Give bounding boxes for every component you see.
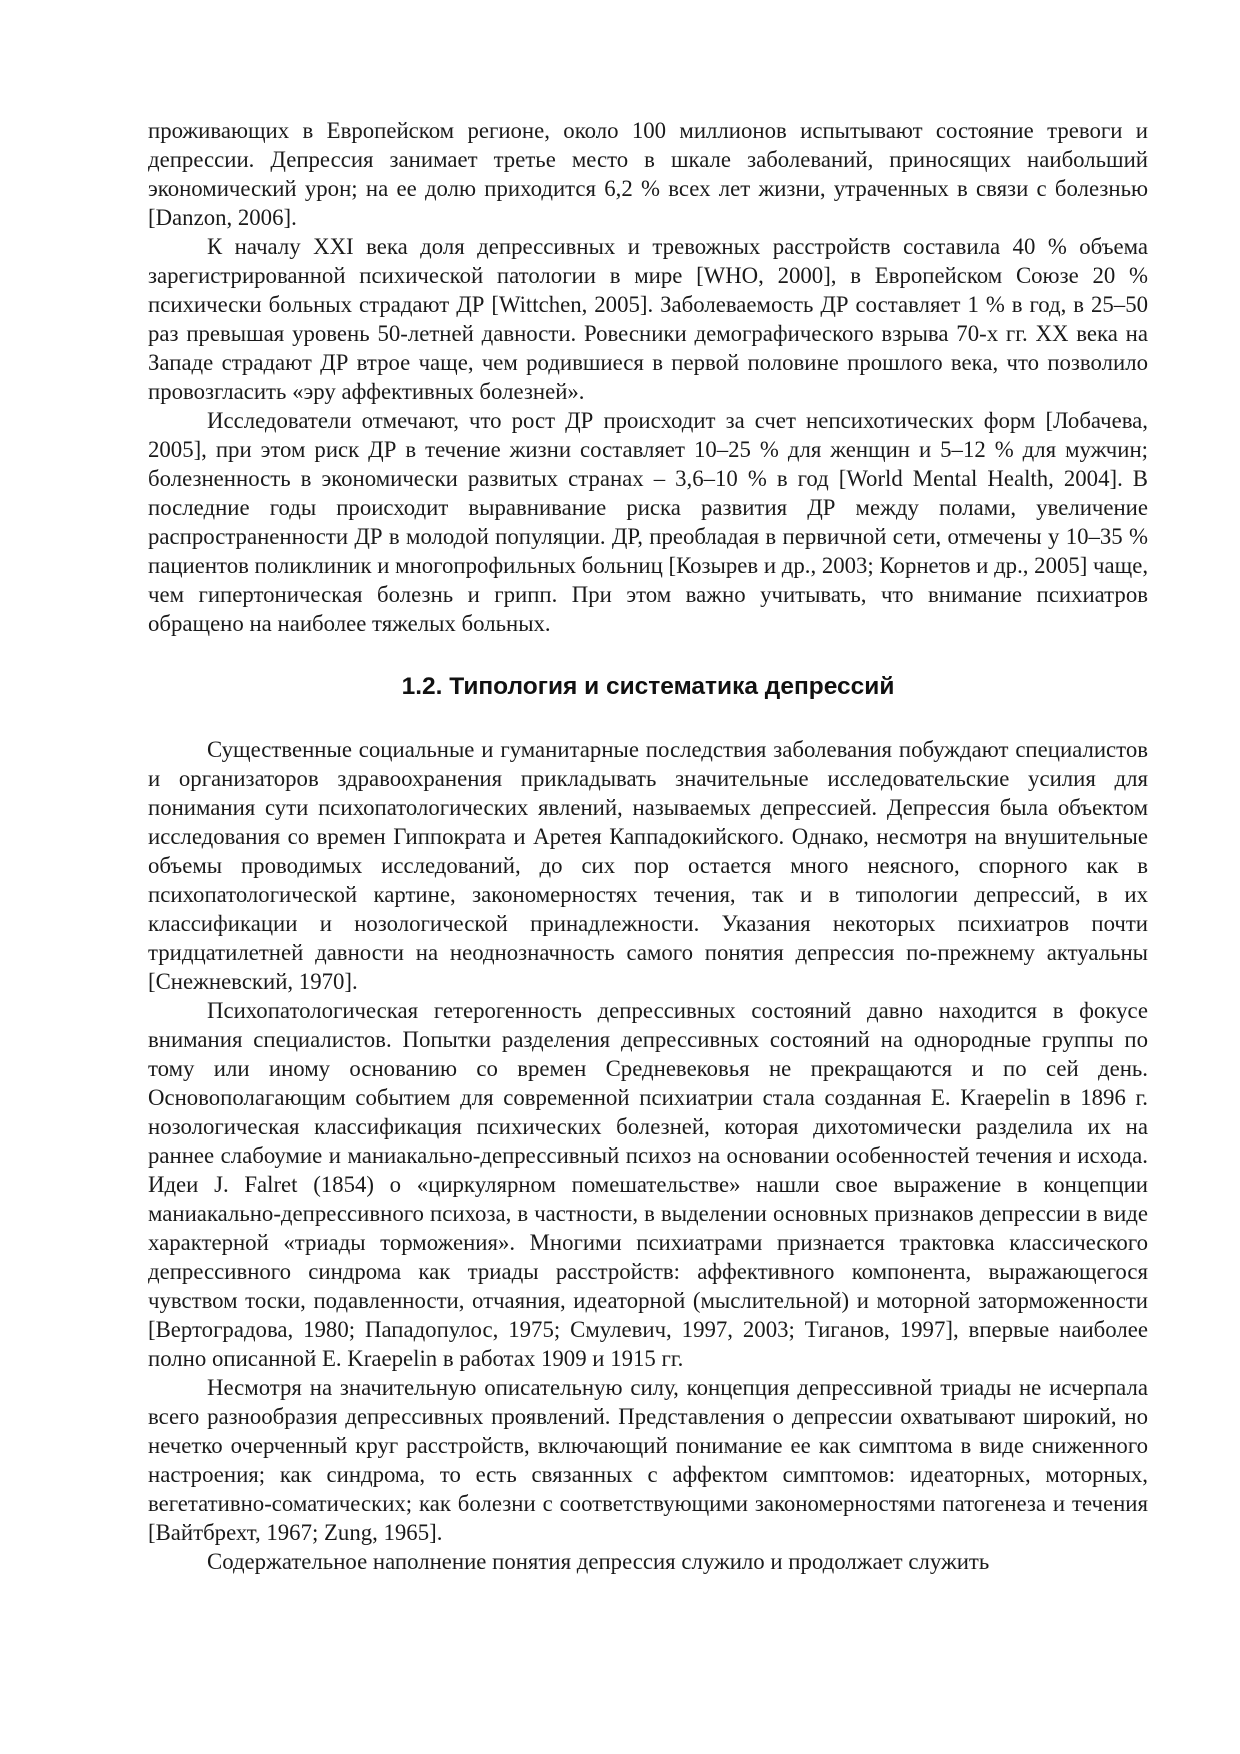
document-body <box>148 116 1148 1576</box>
paragraph-consequences: Существенные социальные и гуманитарные последствия заболевания побуждают специалистов и организаторов здравоохранения прикладывать значительные исследовательские усилия для понимания сути психопатологических явлений, называемых депрессией. Депрессия была объектом исследования со времен Гиппократа и Аретея Каппадокийского. Однако, несмотря на внушительные объемы проводимых исследований, до сих пор остается много неясного, спорного как в психопатологической картине, закономерностях течения, так и в типологии депрессий, в их классификации и нозологической принадлежности. Указания некоторых психиатров почти тридцатилетней давности на неоднозначность самого понятия депрессия по-прежнему актуальны [Снежневский, 1970]. <box>148 737 1148 994</box>
paragraph-continued: проживающих в Европейском регионе, около 100 миллионов испытывают состояние тревоги и депрессии. Депрессия занимает третье место в шкале заболеваний, приносящих наибольший экономический урон; на ее долю приходится 6,2 % всех лет жизни, утраченных в связи с болезнью [Danzon, 2006]. <box>148 118 1148 230</box>
paragraph-researchers: Исследователи отмечают, что рост ДР происходит за счет непсихотических форм [Лобачева, 2005], при этом риск ДР в течение жизни составляет 10–25 % для женщин и 5–12 % для мужчин; болезненность в экономически развитых странах – 3,6–10 % в год [World Mental Health, 2004]. В последние годы происходит выравнивание риска развития ДР между полами, увеличение распространенности ДР в молодой популяции. ДР, преобладая в первичной сети, отмечены у 10–35 % пациентов поликлиник и многопрофильных больниц [Козырев и др., 2003; Корнетов и др., 2005] чаще, чем гипертоническая болезнь и грипп. При этом важно учитывать, что внимание психиатров обращено на наиболее тяжелых больных. <box>148 408 1149 636</box>
section-heading: 1.2. Типология и систематика депрессий <box>401 673 895 700</box>
paragraph-prevalence: К началу XXI века доля депрессивных и тревожных расстройств составила 40 % объема зарегистрированной психической патологии в мире [WHO, 2000], в Европейском Союзе 20 % психически больных страдают ДР [Wittchen, 2005]. Заболеваемость ДР составляет 1 % в год, в 25–50 раз превышая уровень 50-летней давности. Ровесники демографического взрыва 70-х гг. XX века на Западе страдают ДР втрое чаще, чем родившиеся в первой половине прошлого века, что позволило провозгласить «эру аффективных болезней». <box>148 234 1148 404</box>
paragraph-heterogeneity: Психопатологическая гетерогенность депрессивных состояний давно находится в фокусе внимания специалистов. Попытки разделения депрессивных состояний на однородные группы по тому или иному основанию со времен Средневековья не прекращаются и по сей день. Основополагающим событием для современной психиатрии стала созданная E. Kraepelin в 1896 г. нозологическая классификация психических болезней, которая дихотомически разделила их на раннее слабоумие и маниакально-депрессивный психоз на основании особенностей течения и исхода. Идеи J. Falret (1854) о «циркулярном помешательстве» нашли свое выражение в концепции маниакально-депрессивного психоза, в частности, в выделении основных признаков депрессии в виде характерной «триады торможения». Многими психиатрами признается трактовка классического депрессивного синдрома как триады расстройств: аффективного компонента, выражающегося чувством тоски, подавленности, отчаяния, идеаторной (мыслительной) и моторной заторможенности [Вертоградова, 1980; Пападопулос, 1975; Смулевич, 1997, 2003; Тиганов, 1997], впервые наиболее полно описанной E. Kraepelin в работах 1909 и 1915 гг. <box>148 998 1148 1371</box>
paragraph-triad: Несмотря на значительную описательную силу, концепция депрессивной триады не исчерпала всего разнообразия депрессивных проявлений. Представления о депрессии охватывают широкий, но нечетко очерченный круг расстройств, включающий понимание ее как симптома в виде сниженного настроения; как синдрома, то есть связанных с аффектом симптомов: идеаторных, моторных, вегетативно-соматических; как болезни с соответствующими закономерностями патогенеза и течения [Вайтбрехт, 1967; Zung, 1965]. <box>148 1375 1148 1545</box>
paragraph-final: Содержательное наполнение понятия депрессия служило и продолжает служить <box>207 1549 990 1574</box>
